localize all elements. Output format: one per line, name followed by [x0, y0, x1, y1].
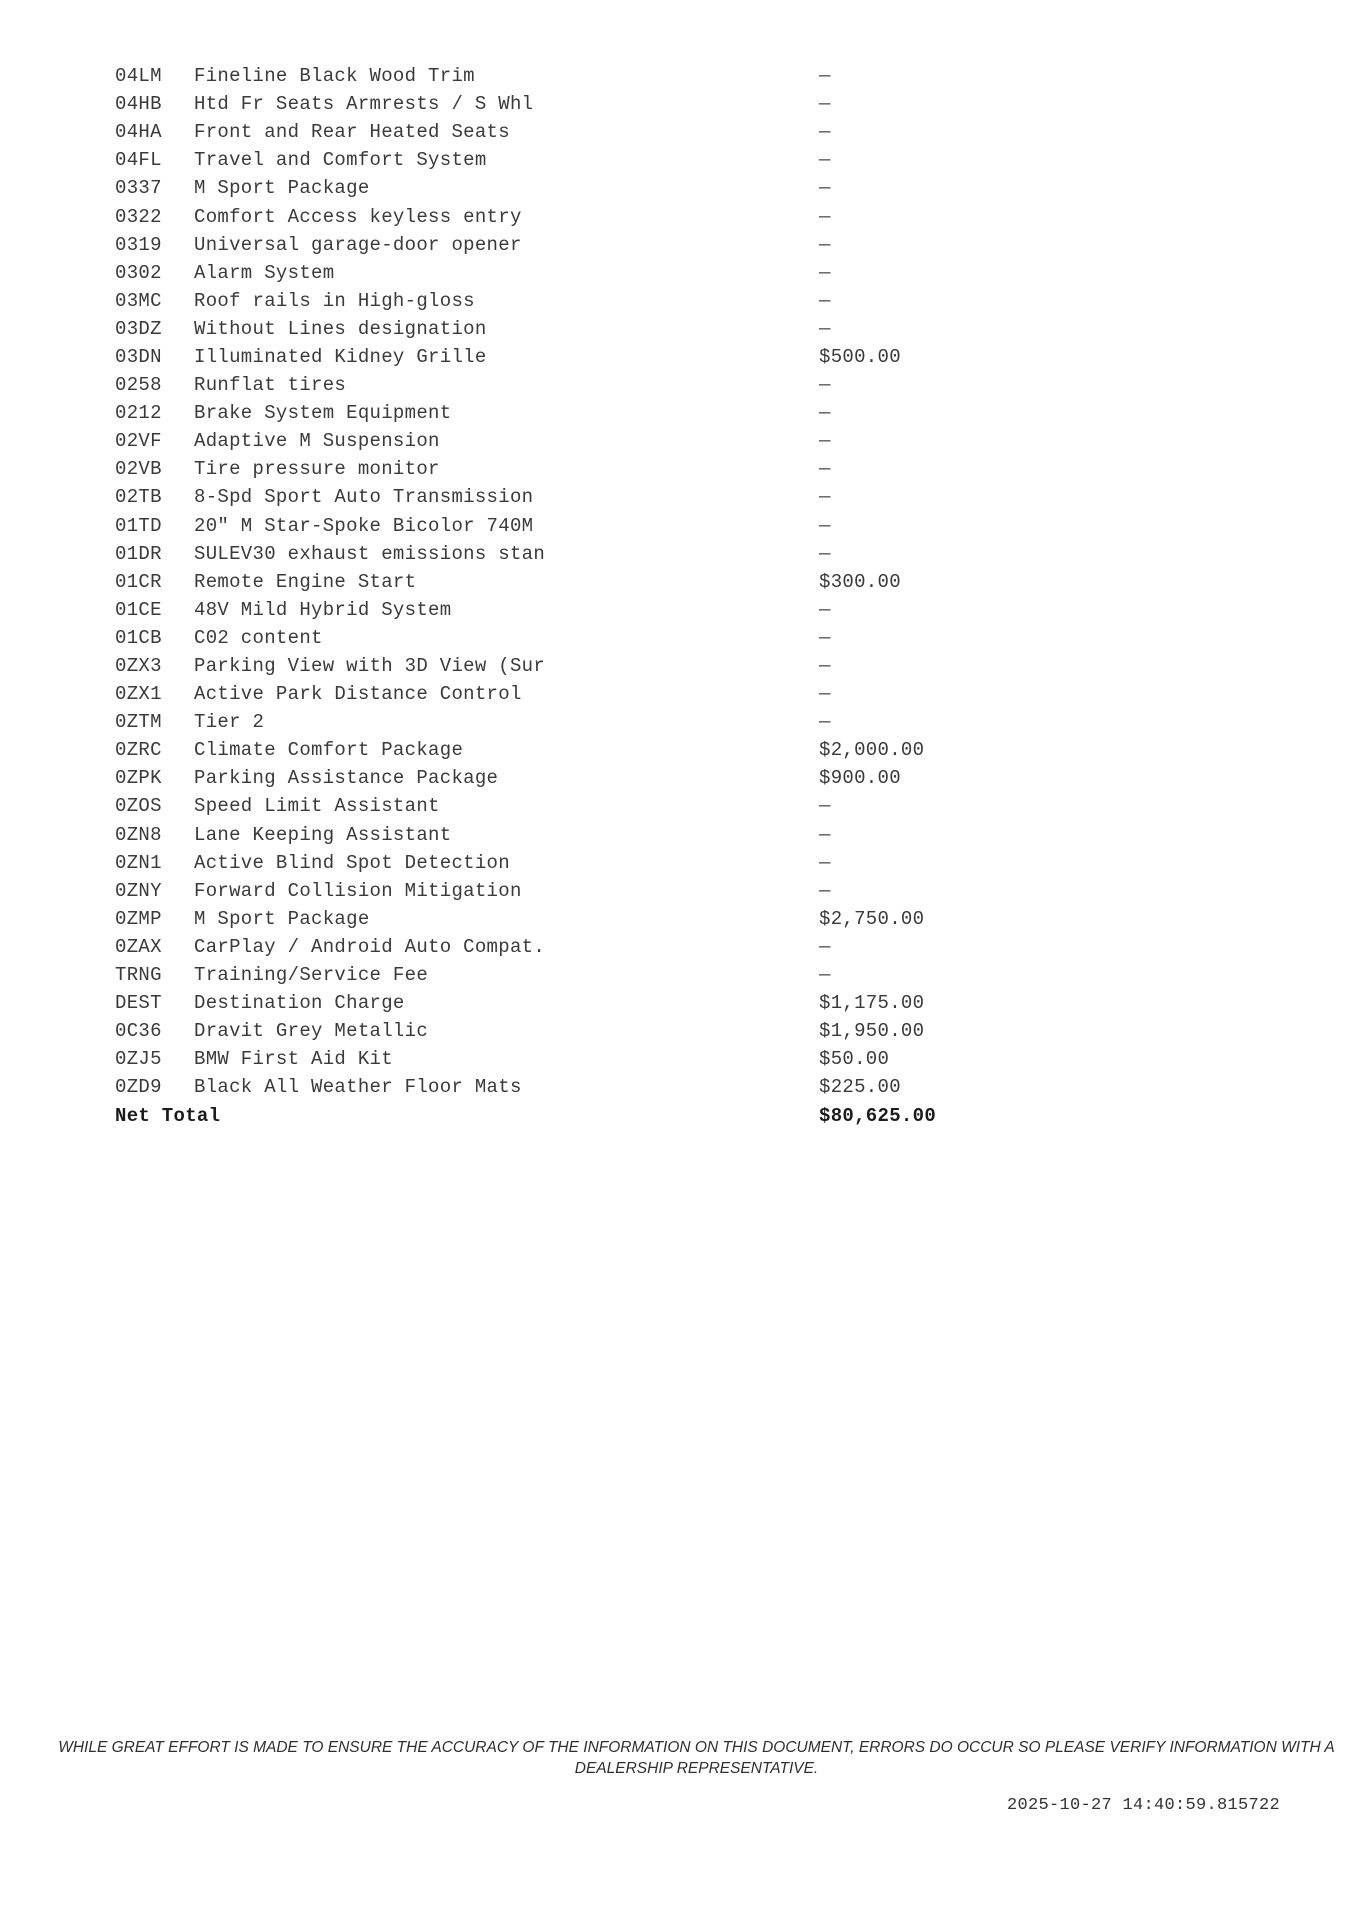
option-price: — [819, 233, 831, 256]
option-code: 0ZOS [115, 795, 162, 818]
option-row [0, 231, 1357, 259]
option-price: — [819, 964, 831, 987]
option-description: Alarm System [194, 261, 335, 284]
option-price: $2,750.00 [819, 907, 925, 930]
option-code: 04HA [115, 121, 162, 144]
option-price: — [819, 486, 831, 509]
option-row [0, 399, 1357, 427]
option-row [0, 1017, 1357, 1045]
option-price: — [819, 177, 831, 200]
option-row [0, 202, 1357, 230]
option-price: $300.00 [819, 570, 901, 593]
option-price: — [819, 823, 831, 846]
disclaimer-footer [0, 1737, 1357, 1779]
option-description: Parking View with 3D View (Sur [194, 655, 546, 678]
option-row [0, 736, 1357, 764]
option-code: 0ZMP [115, 907, 162, 930]
option-code: 04LM [115, 65, 162, 88]
option-code: 03DZ [115, 317, 162, 340]
option-code: 03DN [115, 345, 162, 368]
option-code: 0ZPK [115, 767, 162, 790]
option-description: SULEV30 exhaust emissions stan [194, 542, 546, 565]
option-description: Parking Assistance Package [194, 767, 499, 790]
option-price: — [819, 795, 831, 818]
disclaimer-line-2: DEALERSHIP REPRESENTATIVE. [574, 1760, 819, 1777]
option-description: Tier 2 [194, 711, 265, 734]
option-row [0, 680, 1357, 708]
option-price: — [819, 317, 831, 340]
option-row [0, 483, 1357, 511]
option-row [0, 90, 1357, 118]
option-row [0, 989, 1357, 1017]
option-row [0, 961, 1357, 989]
option-description: 8-Spd Sport Auto Transmission [194, 486, 534, 509]
option-description: C02 content [194, 626, 323, 649]
option-price: $900.00 [819, 767, 901, 790]
net-total-row [0, 1101, 1357, 1129]
option-price: — [819, 851, 831, 874]
option-price: $225.00 [819, 1076, 901, 1099]
option-row [0, 259, 1357, 287]
option-price: — [819, 402, 831, 425]
option-row [0, 652, 1357, 680]
option-code: 0337 [115, 177, 162, 200]
option-price: — [819, 430, 831, 453]
option-code: 01CB [115, 626, 162, 649]
option-description: BMW First Aid Kit [194, 1048, 393, 1071]
option-price: $50.00 [819, 1048, 890, 1071]
option-row [0, 512, 1357, 540]
option-code: 02TB [115, 486, 162, 509]
option-row [0, 1045, 1357, 1073]
option-price: — [819, 542, 831, 565]
option-row [0, 540, 1357, 568]
option-rows [0, 62, 1357, 1101]
option-description: Climate Comfort Package [194, 739, 464, 762]
option-row [0, 877, 1357, 905]
option-price: — [819, 374, 831, 397]
option-price: — [819, 205, 831, 228]
option-description: Remote Engine Start [194, 570, 417, 593]
option-code: 0ZJ5 [115, 1048, 162, 1071]
option-row [0, 343, 1357, 371]
option-price: — [819, 149, 831, 172]
option-price: — [819, 514, 831, 537]
option-code: 0322 [115, 205, 162, 228]
option-row [0, 315, 1357, 343]
option-price: $1,950.00 [819, 1020, 925, 1043]
option-price: $500.00 [819, 345, 901, 368]
option-code: 0ZTM [115, 711, 162, 734]
option-price: — [819, 711, 831, 734]
option-price: — [819, 458, 831, 481]
option-description: Runflat tires [194, 374, 347, 397]
option-description: Htd Fr Seats Armrests / S Whl [194, 93, 534, 116]
option-description: Illuminated Kidney Grille [194, 345, 487, 368]
option-description: Brake System Equipment [194, 402, 452, 425]
option-description: Front and Rear Heated Seats [194, 121, 510, 144]
option-code: 0258 [115, 374, 162, 397]
option-description: Fineline Black Wood Trim [194, 65, 475, 88]
option-code: 0319 [115, 233, 162, 256]
option-price: $2,000.00 [819, 739, 925, 762]
option-code: 0ZN8 [115, 823, 162, 846]
option-description: Forward Collision Mitigation [194, 879, 522, 902]
option-code: 03MC [115, 289, 162, 312]
option-description: Active Park Distance Control [194, 683, 522, 706]
option-price: — [819, 935, 831, 958]
option-price: $1,175.00 [819, 992, 925, 1015]
option-description: Lane Keeping Assistant [194, 823, 452, 846]
option-code: 0C36 [115, 1020, 162, 1043]
option-description: Training/Service Fee [194, 964, 429, 987]
option-code: 0ZNY [115, 879, 162, 902]
option-price: — [819, 655, 831, 678]
option-row [0, 624, 1357, 652]
option-description: Speed Limit Assistant [194, 795, 440, 818]
option-code: 04HB [115, 93, 162, 116]
option-code: 01CR [115, 570, 162, 593]
option-code: 0ZD9 [115, 1076, 162, 1099]
option-description: Universal garage-door opener [194, 233, 522, 256]
option-row [0, 427, 1357, 455]
option-description: M Sport Package [194, 177, 370, 200]
option-code: 0ZX1 [115, 683, 162, 706]
disclaimer-line-1: WHILE GREAT EFFORT IS MADE TO ENSURE THE ACCURACY OF THE INFORMATION ON THIS DOCUMENT, ERRORS DO OCCUR SO PLEASE VERIFY INFORMATION WITH A [58, 1739, 1335, 1756]
option-price: — [819, 598, 831, 621]
option-price: — [819, 121, 831, 144]
option-code: 0302 [115, 261, 162, 284]
option-row [0, 455, 1357, 483]
option-row [0, 174, 1357, 202]
option-price: — [819, 626, 831, 649]
option-code: 01CE [115, 598, 162, 621]
option-row [0, 905, 1357, 933]
option-code: 0ZAX [115, 935, 162, 958]
option-description: Travel and Comfort System [194, 149, 487, 172]
option-row [0, 792, 1357, 820]
option-description: Dravit Grey Metallic [194, 1020, 429, 1043]
option-row [0, 118, 1357, 146]
option-code: DEST [115, 992, 162, 1015]
option-price: — [819, 289, 831, 312]
options-table [0, 62, 1357, 1130]
option-row [0, 287, 1357, 315]
option-code: 0ZRC [115, 739, 162, 762]
option-code: 04FL [115, 149, 162, 172]
option-code: 02VF [115, 430, 162, 453]
option-row [0, 1073, 1357, 1101]
option-description: CarPlay / Android Auto Compat. [194, 935, 546, 958]
option-description: 48V Mild Hybrid System [194, 598, 452, 621]
option-row [0, 821, 1357, 849]
option-row [0, 596, 1357, 624]
option-code: 0ZN1 [115, 851, 162, 874]
option-description: 20" M Star-Spoke Bicolor 740M [194, 514, 534, 537]
option-code: 01TD [115, 514, 162, 537]
option-description: Roof rails in High-gloss [194, 289, 475, 312]
print-timestamp: 2025-10-27 14:40:59.815722 [1006, 1796, 1280, 1815]
option-description: Comfort Access keyless entry [194, 205, 522, 228]
option-description: M Sport Package [194, 907, 370, 930]
option-description: Active Blind Spot Detection [194, 851, 510, 874]
option-code: 01DR [115, 542, 162, 565]
option-price: — [819, 879, 831, 902]
option-price: — [819, 93, 831, 116]
option-code: 02VB [115, 458, 162, 481]
option-row [0, 933, 1357, 961]
option-description: Black All Weather Floor Mats [194, 1076, 522, 1099]
option-description: Tire pressure monitor [194, 458, 440, 481]
option-row [0, 568, 1357, 596]
option-code: TRNG [115, 964, 162, 987]
option-description: Destination Charge [194, 992, 405, 1015]
option-row [0, 146, 1357, 174]
option-price: — [819, 261, 831, 284]
net-total-label: Net Total [115, 1104, 221, 1127]
net-total-amount: $80,625.00 [819, 1104, 937, 1127]
option-code: 0212 [115, 402, 162, 425]
option-description: Adaptive M Suspension [194, 430, 440, 453]
option-price: — [819, 683, 831, 706]
option-code: 0ZX3 [115, 655, 162, 678]
option-row [0, 62, 1357, 90]
option-price: — [819, 65, 831, 88]
option-description: Without Lines designation [194, 317, 487, 340]
option-row [0, 371, 1357, 399]
option-row [0, 849, 1357, 877]
option-row [0, 708, 1357, 736]
option-row [0, 764, 1357, 792]
